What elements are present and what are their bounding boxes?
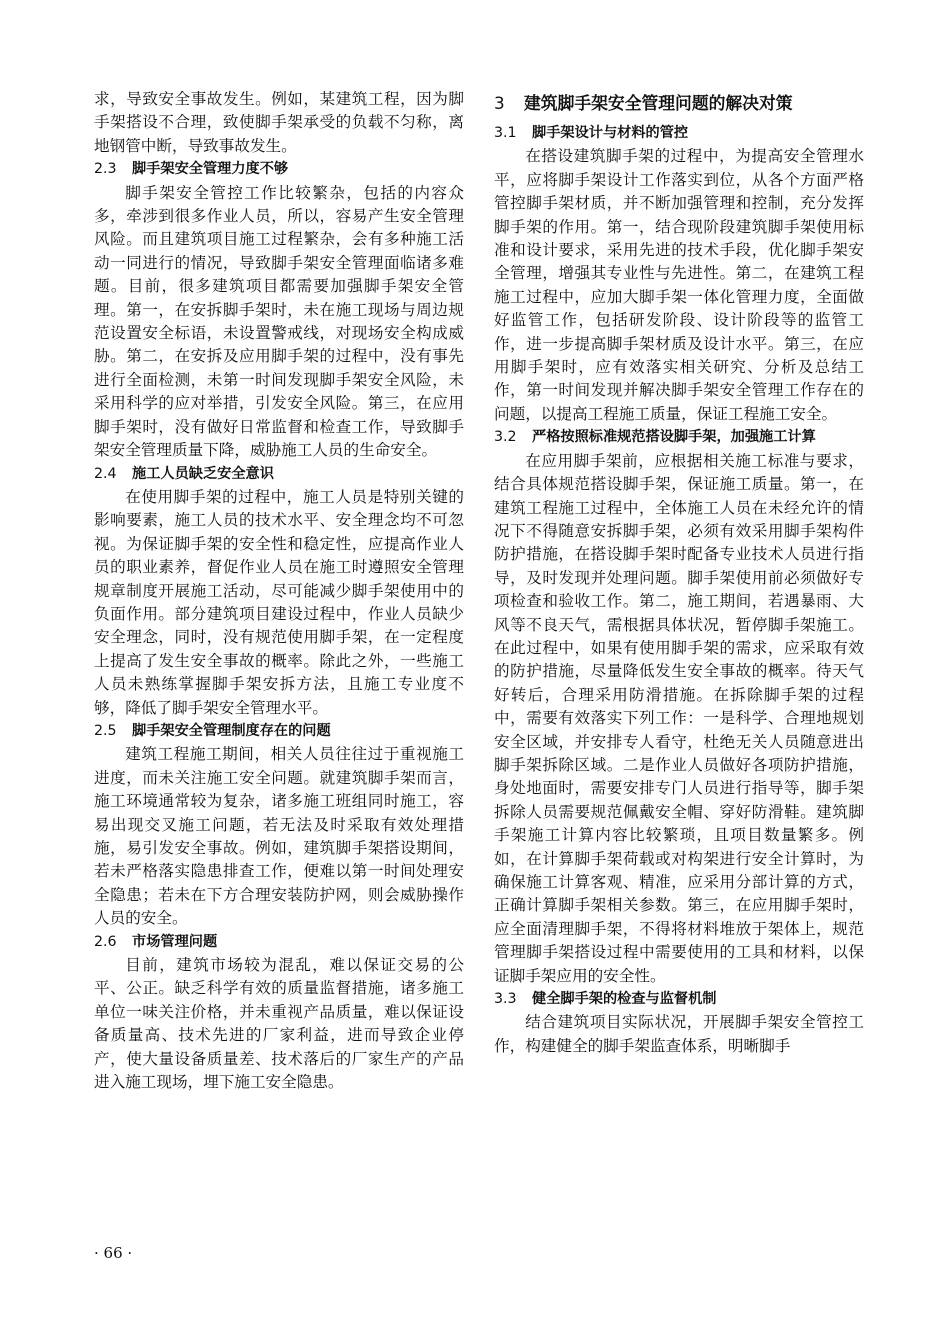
section-2-5-body: 建筑工程施工期间，相关人员往往过于重视施工进度，而未关注施工安全问题。就建筑脚手架而言，施工环境通常较为复杂，诸多施工班组同时施工，容易出现交叉施工问题，若无法及时采取有效处理措施，易引发安全事故。例如，建筑脚手架搭设期间，若未严格落实隐患排查工作，便难以第一时间处理安全隐患；若未在下方合理安装防护网，则会威胁操作人员的安全。 (94, 745, 464, 928)
section-number: 3.3 (494, 991, 517, 1008)
section-3-heading (494, 88, 864, 118)
section-title: 严格按照标准规范搭设脚手架，加强施工计算 (532, 429, 816, 446)
section-number: 3 (494, 93, 505, 113)
section-3-1-heading (494, 122, 864, 145)
section-number: 3.1 (494, 125, 517, 141)
paragraph-intro: 求，导致安全事故发生。例如，某建筑工程，因为脚手架搭设不合理，致使脚手架承受的负载不匀称，离地钢管中断，导致事故发生。 (94, 90, 464, 155)
section-3-3-heading (494, 988, 864, 1011)
right-column (494, 88, 864, 1058)
section-title: 脚手架安全管理力度不够 (132, 161, 289, 178)
section-3-2-heading (494, 426, 864, 449)
section-2-4-body: 在使用脚手架的过程中，施工人员是特别关键的影响要素，施工人员的技术水平、安全理念均不可忽视。为保证脚手架的安全性和稳定性，应提高作业人员的职业素养，督促作业人员在施工时遵照安全管理规章制度开展施工活动，尽可能减少脚手架使用中的负面作用。部分建筑项目建设过程中，作业人员缺少安全理念，同时，没有规范使用脚手架，在一定程度上提高了发生安全事故的概率。除此之外，一些施工人员未熟练掌握脚手架安拆方法，且施工专业度不够，降低了脚手架安全管理水平。 (94, 487, 464, 717)
section-title: 市场管理问题 (132, 933, 218, 950)
section-title: 脚手架设计与材料的管控 (532, 125, 689, 141)
section-title: 脚手架安全管理制度存在的问题 (132, 722, 331, 739)
section-3-2-body: 在应用脚手架前，应根据相关施工标准与要求，结合具体规范搭设脚手架，保证施工质量。第一，在建筑工程施工过程中，全体施工人员在未经允许的情况下不得随意安拆脚手架，必须有效采用脚手架构件防护措施，在搭设脚手架时配备专业技术人员进行指导，及时发现并处理问题。脚手架使用前必须做好专项检查和验收工作。第二，施工期间，若遇暴雨、大风等不良天气，需根据具体状况，暂停脚手架施工。在此过程中，如果有使用脚手架的需求，应采取有效的防护措施，尽量降低发生安全事故的概率。待天气好转后，合理采用防滑措施。在拆除脚手架的过程中，需要有效落实下列工作：一是科学、合理地规划安全区域，并安排专人看守，杜绝无关人员随意进出脚手架拆除区域。二是作业人员做好各项防护措施，身处地面时，需要安排专门人员进行指导等，脚手架拆除人员需要规范佩戴安全帽、穿好防滑鞋。建筑脚手架施工计算内容比较繁琐，且项目数量繁多。例如，在计算脚手架荷载或对构架进行安全计算时，为确保施工计算客观、精准，应采用分部计算的方式，正确计算脚手架相关参数。第三，在应用脚手架时，应全面清理脚手架，不得将材料堆放于架体上，规范管理脚手架搭设过程中需要使用的工具和材料，以保证脚手架应用的安全性。 (494, 451, 864, 985)
left-column (94, 88, 464, 1094)
section-3-1-body: 在搭设建筑脚手架的过程中，为提高安全管理水平，应将脚手架设计工作落实到位，从各个方面严格管控脚手架材质，并不断加强管理和控制，充分发挥脚手架的作用。第一，结合现阶段建筑脚手架使用标准和设计要求，采用先进的技术手段，优化脚手架安全管理，增强其专业性与先进性。第二，在建筑工程施工过程中，应加大脚手架一体化管理力度，全面做好监管工作，包括研发阶段、设计阶段等的监管工作，进一步提高脚手架材质及设计水平。第三，在应用脚手架时，应有效落实相关研究、分析及总结工作，第一时间发现并解决脚手架安全管理工作存在的问题，以提高工程施工质量，保证工程施工安全。 (494, 147, 864, 423)
section-2-5-heading (94, 720, 464, 743)
section-title: 建筑脚手架安全管理问题的解决对策 (524, 93, 793, 113)
section-title: 施工人员缺乏安全意识 (132, 465, 274, 482)
section-2-3-heading (94, 158, 464, 181)
page-number: · 66 · (94, 1244, 133, 1262)
section-number: 2.3 (94, 161, 117, 178)
section-2-6-body: 目前，建筑市场较为混乱，难以保证交易的公平、公正。缺乏科学有效的质量监督措施，诸多施工单位一味关注价格，并未重视产品质量，难以保证设备质量高、技术先进的厂家利益，进而导致企业停产，使大量设备质量差、技术落后的厂家生产的产品进入施工现场，埋下施工安全隐患。 (94, 956, 464, 1092)
section-2-4-heading (94, 463, 464, 486)
section-number: 2.6 (94, 933, 117, 950)
section-2-3-body: 脚手架安全管控工作比较繁杂，包括的内容众多，牵涉到很多作业人员，所以，容易产生安全管理风险。而且建筑项目施工过程繁杂，会有多种施工活动一同进行的情况，导致脚手架安全管理面临诸多难题。目前，很多建筑项目都需要加强脚手架安全管理。第一，在安拆脚手架时，未在施工现场与周边规范设置安全标语，未设置警戒线，对现场安全构成威胁。第二，在安拆及应用脚手架的过程中，没有事先进行全面检测，未第一时间发现脚手架安全风险，未采用科学的应对举措，引发安全风险。第三，在应用脚手架时，没有做好日常监督和检查工作，导致脚手架安全管理质量下降，威胁施工人员的生命安全。 (94, 183, 464, 460)
section-number: 2.4 (94, 465, 117, 482)
section-2-6-heading (94, 931, 464, 954)
section-title: 健全脚手架的检查与监督机制 (532, 991, 717, 1008)
section-number: 3.2 (494, 429, 517, 446)
section-number: 2.5 (94, 722, 117, 739)
section-3-3-body: 结合建筑项目实际状况，开展脚手架安全管控工作，构建健全的脚手架监查体系，明晰脚手 (494, 1013, 864, 1055)
